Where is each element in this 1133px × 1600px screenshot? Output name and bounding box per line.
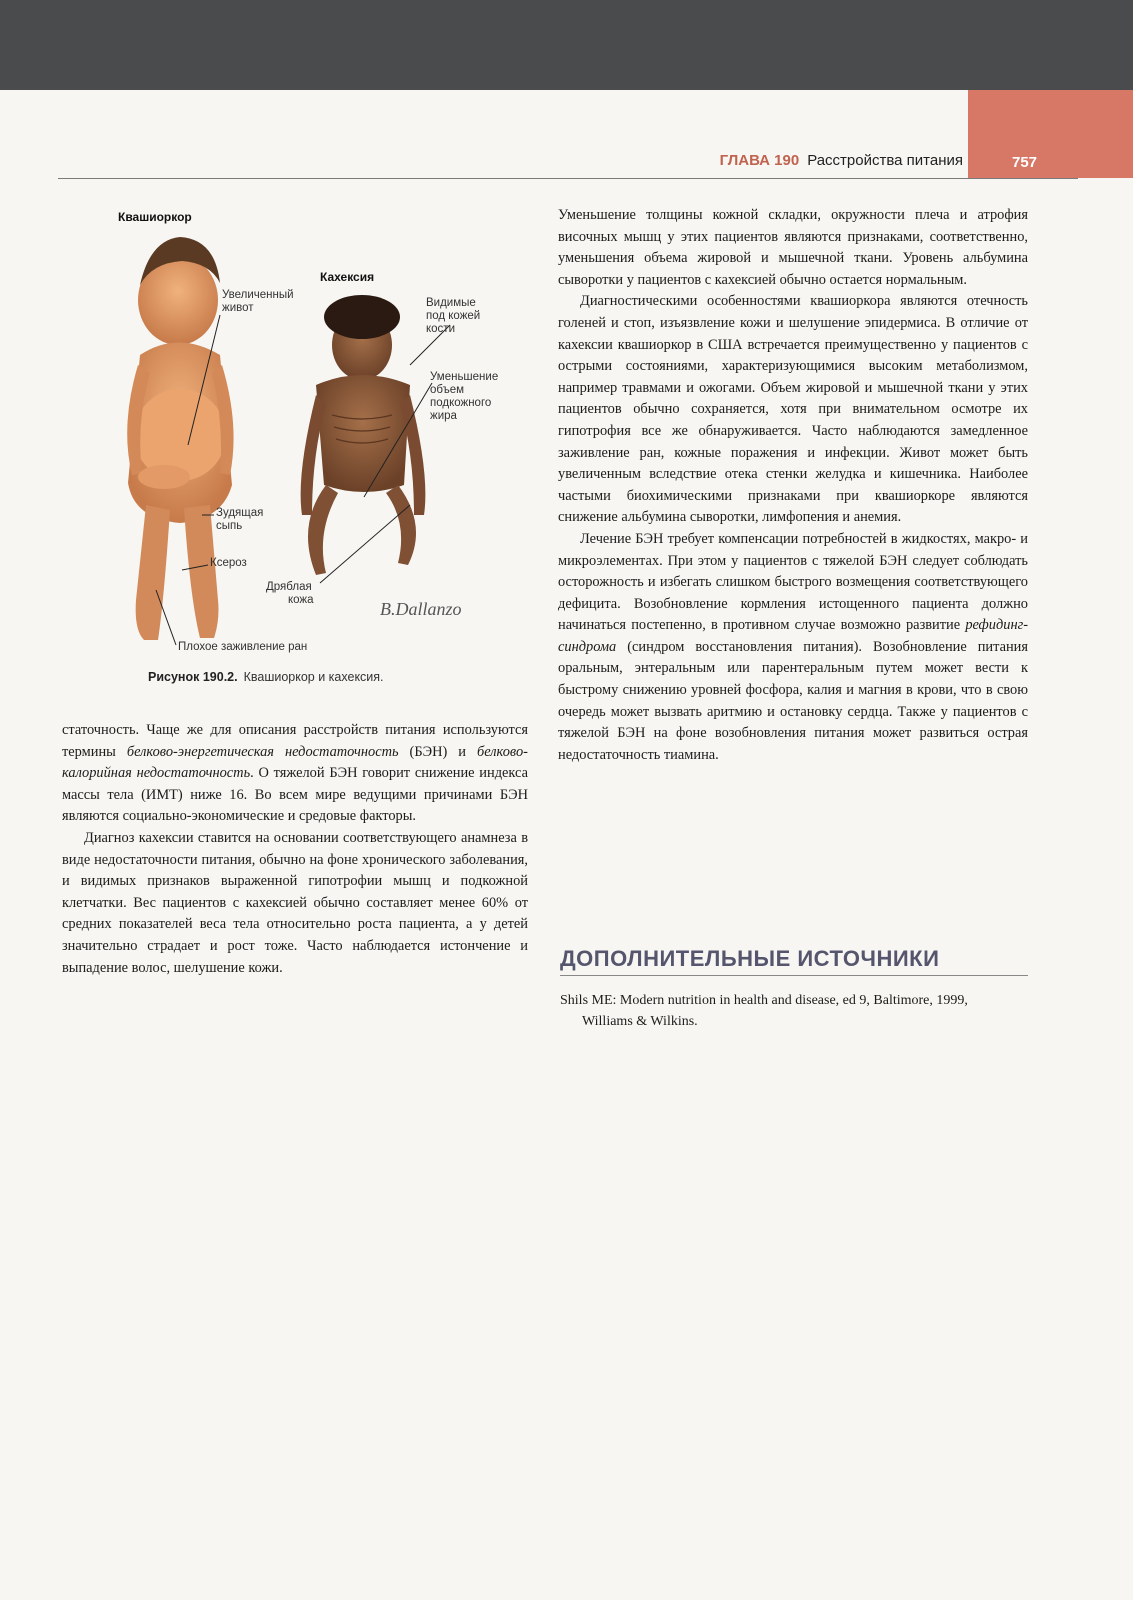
running-header xyxy=(58,148,1078,179)
left-column xyxy=(62,720,528,979)
page-number: 757 xyxy=(1012,154,1038,171)
chapter-title: Расстройства питания xyxy=(807,152,963,169)
chapter-heading xyxy=(720,152,963,169)
label-poor-wound-healing: Плохое заживление ран xyxy=(178,641,308,653)
kwashiorkor-child xyxy=(127,237,233,640)
artist-signature: B.Dallanzo xyxy=(380,599,462,619)
figure-illustration xyxy=(110,205,530,670)
right-column xyxy=(558,205,1028,766)
paragraph: Диагноз кахексии ставится на основании соответствующего анамнеза в виде недостаточности питания, обычно на фоне хронического заболевания, и видимых признаков выраженной гипотрофии мышц и подкожной клетчатки. Вес пациентов с кахексией обычно составляет менее 60% от средних показателей веса тела относительно роста пациента, а у детей значительно страдает и рост тоже. Часто наблюдается истончение и выпадение волос, шелушение кожи. xyxy=(62,829,528,976)
label-flabby-skin: Дряблая кожа xyxy=(266,581,314,606)
paragraph: Уменьшение толщины кожной складки, окружности плеча и атрофия височных мышц у этих пациентов являются признаками, соответственно, уменьшения объема жировой и мышечной ткани. Уровень альбумина сыворотки у пациентов с кахексией обычно остается нормальным. xyxy=(558,207,1028,288)
paragraph: Диагностическими особенностями квашиоркора являются отечность голеней и стоп, изъязвление кожи и шелушение эпидермиса. В отличие от кахексии квашиоркор в США встречается преимущественно у пациентов с острыми состояниями, характеризующимися высоким метаболизмом, например травмами и ожогами. Объем жировой и мышечной ткани у этих пациентов обычно сохраняется, хотя при внимательном осмотре их гипотрофия все же обнаруживается. Часто наблюдаются замедленное заживление ран, кожные поражения и инфекции. Живот может быть увеличенным вследствие отека стенки желудка и кишечника. Наиболее частыми биохимическими признаками при квашиоркоре являются снижение альбумина сыворотки, лимфопения и анемия. xyxy=(558,293,1028,526)
label-reduced-fat: Уменьшение объем подкожного жира xyxy=(430,371,499,422)
references-heading: ДОПОЛНИТЕЛЬНЫЕ ИСТОЧНИКИ xyxy=(560,946,1028,976)
label-visible-bones: Видимые под кожей кости xyxy=(426,297,481,335)
caption-label: Рисунок 190.2. xyxy=(148,670,238,684)
figure-caption xyxy=(148,670,384,684)
reference-line: Shils ME: Modern nutrition in health and disease, ed 9, Baltimore, 1999, xyxy=(560,993,968,1008)
cachexia-child xyxy=(301,295,426,575)
label-itchy-rash: Зудящая сыпь xyxy=(216,507,264,532)
label-kwashiorkor: Квашиоркор xyxy=(118,210,192,224)
label-xerosis: Ксероз xyxy=(210,557,247,569)
references-list xyxy=(560,990,1030,1032)
caption-text: Квашиоркор и кахексия. xyxy=(243,670,384,684)
reference-line: Williams & Wilkins. xyxy=(582,1014,698,1029)
label-enlarged-belly: Увеличенный живот xyxy=(222,289,294,314)
label-cachexia: Кахексия xyxy=(320,270,375,284)
top-dark-band xyxy=(0,0,1133,90)
chapter-number: ГЛАВА 190 xyxy=(719,152,800,169)
paragraph: Лечение БЭН требует компенсации потребностей в жидкостях, макро- и микроэлементах. При этом у пациентов с тяжелой БЭН следует соблюдать осторожность и избегать слишком быстрого возмещения соответствующего дефицита. Возобновление кормления истощенного пациента должно начинаться постепенно, в противном случае возможно развитие рефидинг-синдрома (синдром восстановления питания). Возобновление питания оральным, энтеральным или парентеральным путем может вести к быстрому снижению уровней фосфора, калия и магния в крови, что в свою очередь может вызвать аритмию и остановку сердца. Также у пациентов с тяжелой БЭН на фоне возобновления питания может развиться острая недостаточность тиамина. xyxy=(558,530,1028,763)
paragraph: статочность. Чаще же для описания расстройств питания используются термины белково-энергетическая недостаточность (БЭН) и белково-калорийная недостаточность. О тяжелой БЭН говорит снижение индекса массы тела (ИМТ) ниже 16. Во всем мире ведущими причинами БЭН являются социально-экономические и средовые факторы. xyxy=(62,722,528,825)
